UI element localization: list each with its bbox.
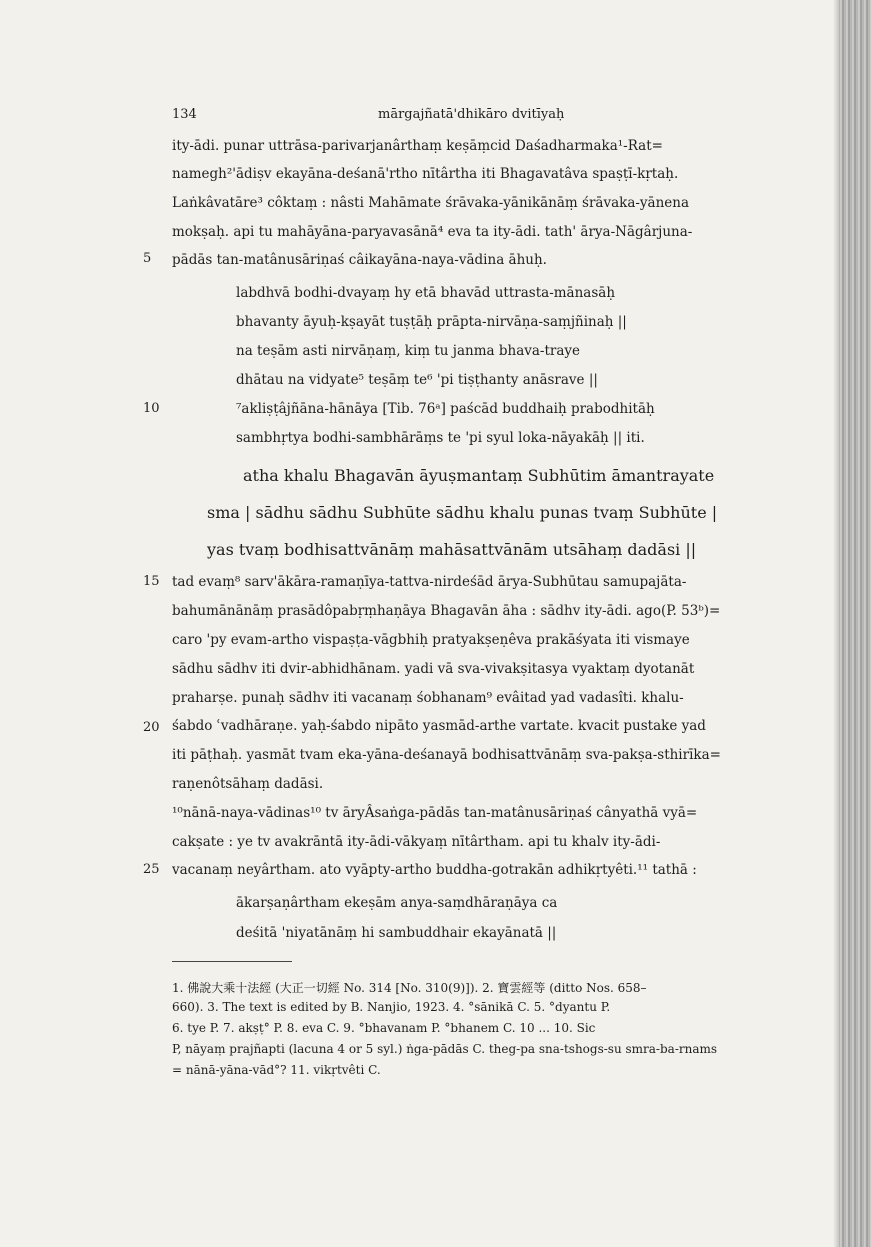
- sutra-line: sma | sādhu sādhu Subhūte sādhu khalu punas tvaṃ Subhūte |: [207, 503, 718, 522]
- text-line: namegh²'ādiṣv ekayāna-deśanā'rtho nītârtha iti Bhagavatâva spaṣṭī-kṛtaḥ.: [172, 166, 679, 182]
- footnote-line: = nānā-yāna-vād°? 11. vikṛtvêti C.: [172, 1063, 381, 1077]
- text-line: Laṅkâvatāre³ côktaṃ : nâsti Mahāmate śrāvaka-yānikānāṃ śrāvaka-yānena: [172, 195, 690, 211]
- text-line: tad evaṃ⁸ sarv'ākāra-ramaṇīya-tattva-nirdeśād ārya-Subhūtau samupajāta-: [172, 574, 687, 590]
- line-number: 10: [143, 401, 160, 416]
- verse-line: dhātau na vidyate⁵ teṣāṃ te⁶ 'pi tiṣṭhanty anāsrave ||: [236, 372, 598, 388]
- text-line: mokṣaḥ. api tu mahāyāna-paryavasānā⁴ eva ta ity-ādi. tath' ārya-Nāgârjuna-: [172, 224, 693, 240]
- footnote-line: P, nāyaṃ prajñapti (lacuna 4 or 5 syl.) ṅga-pādās C. theg-pa sna-tshogs-su smra-ba-rnams: [172, 1042, 718, 1056]
- footnote-line: 6. tye P. 7. akṣṭ° P. 8. eva C. 9. °bhavanam P. °bhanem C. 10 ... 10. Sic: [172, 1021, 596, 1035]
- text-line: caro 'py evam-artho vispaṣṭa-vāgbhiḥ pratyakṣeṇêva prakāśyata iti vismaye: [172, 632, 690, 648]
- line-number: 15: [143, 574, 160, 589]
- line-number: 5: [143, 251, 152, 266]
- footnote-line: 660). 3. The text is edited by B. Nanjio, 1923. 4. °sānikā C. 5. °dyantu P.: [172, 1000, 611, 1014]
- page-number: 134: [172, 107, 197, 122]
- book-binding: [839, 0, 871, 1247]
- text-line: pādās tan-matânusāriṇaś câikayāna-naya-vādina āhuḥ.: [172, 252, 547, 268]
- text-line: cakṣate : ye tv avakrāntā ity-ādi-vākyaṃ nītârtham. api tu khalv ity-ādi-: [172, 834, 661, 850]
- verse-line: bhavanty āyuḥ-kṣayāt tuṣṭāḥ prāpta-nirvāṇa-saṃjñinaḥ ||: [236, 314, 627, 330]
- text-line: praharṣe. punaḥ sādhv iti vacanaṃ śobhanam⁹ evâitad yad vadasîti. khalu-: [172, 690, 684, 706]
- verse-line: ākarṣaṇârtham ekeṣām anya-saṃdhāraṇāya ca: [236, 895, 558, 911]
- footnote-rule: [172, 961, 292, 962]
- text-line: śabdo ʿvadhāraṇe. yaḥ-śabdo nipāto yasmād-arthe vartate. kvacit pustake yad: [172, 718, 706, 734]
- running-title: mārgajñatā'dhikāro dvitīyaḥ: [378, 107, 565, 122]
- sutra-line: atha khalu Bhagavān āyuṣmantaṃ Subhūtim āmantrayate: [243, 466, 715, 485]
- text-line: bahumānānāṃ prasādôpabṛṃhaṇāya Bhagavān āha : sādhv ity-ādi. ago(P. 53ᵇ)=: [172, 603, 721, 619]
- verse-line: ⁷akliṣṭâjñāna-hānāya [Tib. 76ᵃ] paścād buddhaiḥ prabodhitāḥ: [236, 401, 655, 417]
- line-number: 20: [143, 720, 160, 735]
- text-line: iti pāṭhaḥ. yasmāt tvam eka-yāna-deśanayā bodhisattvānāṃ sva-pakṣa-sthirīka=: [172, 747, 721, 763]
- text-line: raṇenôtsāhaṃ dadāsi.: [172, 776, 324, 792]
- verse-line: na teṣām asti nirvāṇaṃ, kiṃ tu janma bhava-traye: [236, 343, 581, 359]
- footnote-line: 1. 佛說大乘十法經 (大正一切經 No. 314 [No. 310(9)]). 2. 寶雲經等 (ditto Nos. 658–: [172, 981, 647, 995]
- text-line: ity-ādi. punar uttrāsa-parivarjanârthaṃ keṣāṃcid Daśadharmaka¹-Rat=: [172, 138, 663, 154]
- verse-line: labdhvā bodhi-dvayaṃ hy etā bhavād uttrasta-mānasāḥ: [236, 285, 616, 301]
- text-line: sādhu sādhv iti dvir-abhidhānam. yadi vā sva-vivakṣitasya vyaktaṃ dyotanāt: [172, 661, 695, 677]
- text-line: vacanaṃ neyârtham. ato vyāpty-artho buddha-gotrakān adhikṛtyêti.¹¹ tathā :: [172, 862, 697, 878]
- sutra-line: yas tvaṃ bodhisattvānāṃ mahāsattvānām utsāhaṃ dadāsi ||: [207, 540, 697, 559]
- verse-line: deśitā 'niyatānāṃ hi sambuddhair ekayānatā ||: [236, 925, 557, 941]
- verse-line: sambhṛtya bodhi-sambhārāṃs te 'pi syul loka-nāyakāḥ || iti.: [236, 430, 645, 446]
- text-line: ¹⁰nānā-naya-vādinas¹⁰ tv āryÂsaṅga-pādās tan-matânusāriṇaś cânyathā vyā=: [172, 805, 698, 821]
- line-number: 25: [143, 862, 160, 877]
